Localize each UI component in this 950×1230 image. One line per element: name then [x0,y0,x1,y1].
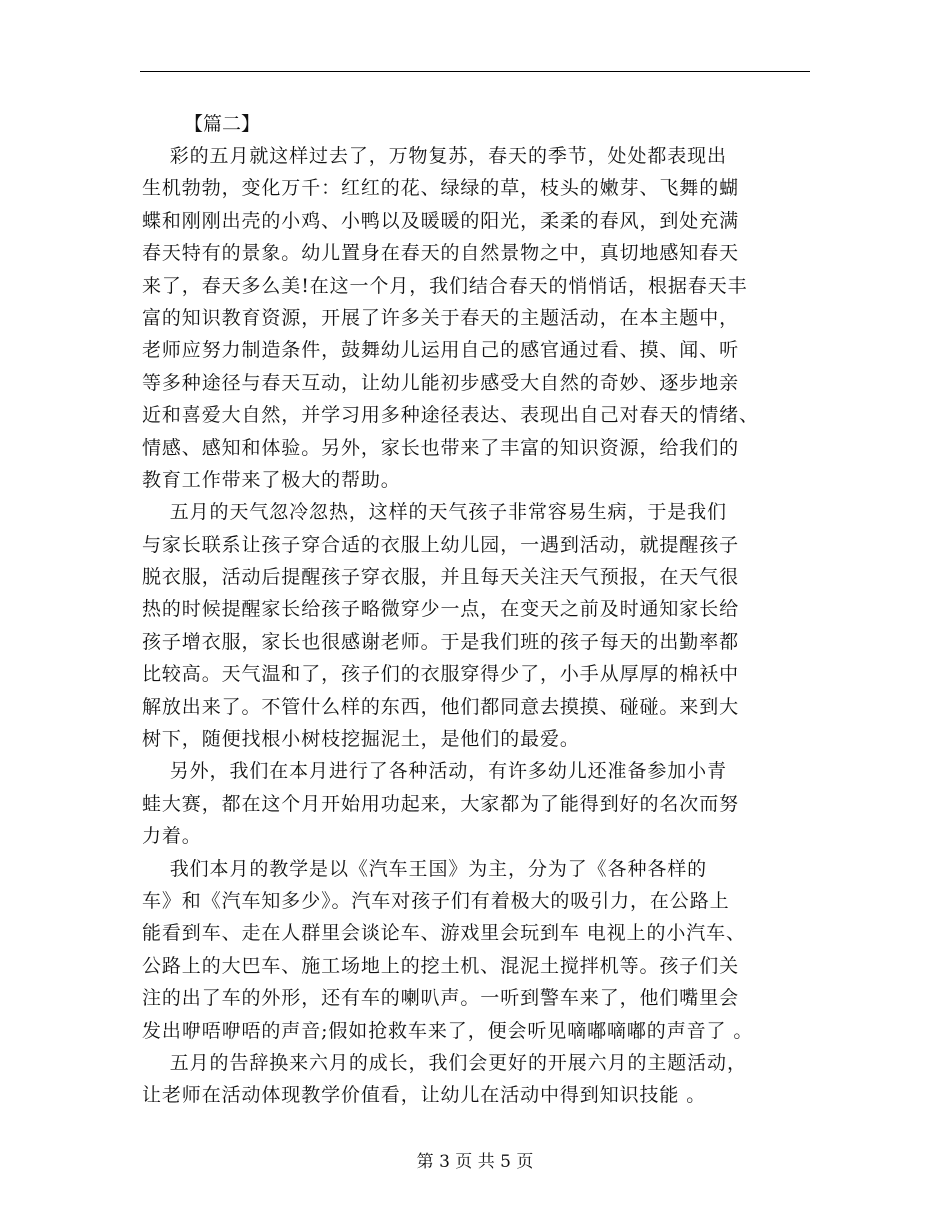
text-line: 生机勃勃，变化万千：红红的花、绿绿的草，枝头的嫩芽、飞舞的蝴 [142,177,740,200]
text-line: 注的出了车的外形，还有车的喇叭声。一听到警车来了，他们嘴里会 [142,987,740,1010]
paragraph [142,140,812,496]
text-line: 车》和《汽车知多少》。汽车对孩子们有着极大的吸引力，在公路上 [142,889,730,912]
text-line: 五月的告辞换来六月的成长，我们会更好的开展六月的主题活动， [142,1051,747,1074]
text-line: 让老师在活动体现教学价值看，让幼儿在活动中得到知识技能 。 [142,1084,707,1107]
paragraph [142,755,812,852]
text-line: 我们本月的教学是以《汽车王国》为主，分为了《各种各样的 [142,857,708,880]
text-line: 孩子增衣服，家长也很感谢老师。于是我们班的孩子每天的出勤率都 [142,630,740,653]
document-body [142,108,812,1112]
header-rule [140,71,810,72]
paragraph-list [142,140,812,1112]
text-line: 脱衣服，活动后提醒孩子穿衣服，并且每天关注天气预报，在天气很 [142,566,740,589]
text-line: 教育工作带来了极大的帮助。 [142,468,401,491]
paragraph [142,496,812,755]
text-line: 情感、感知和体验。另外，家长也带来了丰富的知识资源，给我们的 [142,436,740,459]
text-line: 春天特有的景象。幼儿置身在春天的自然景物之中，真切地感知春天 [142,242,740,265]
text-line: 解放出来了。不管什么样的东西，他们都同意去摸摸、碰碰。来到大 [142,695,740,718]
text-line: 能看到车、走在人群里会谈论车、游戏里会玩到车 电视上的小汽车、 [142,922,746,945]
section-heading: 【篇二】 [184,113,261,135]
page-footer: 第 3 页 共 5 页 [416,1152,534,1172]
text-line: 五月的天气忽冷忽热，这样的天气孩子非常容易生病，于是我们 [142,501,727,524]
text-line: 比较高。天气温和了，孩子们的衣服穿得少了，小手从厚厚的棉袄中 [142,663,740,686]
text-line: 热的时候提醒家长给孩子略微穿少一点，在变天之前及时通知家长给 [142,598,740,621]
text-line: 蛙大赛，都在这个月开始用功起来，大家都为了能得到好的名次而努 [142,792,740,815]
text-line: 来了，春天多么美!在这一个月，我们结合春天的悄悄话，根据春天丰 [142,274,748,297]
paragraph [142,853,812,1047]
text-line: 另外，我们在本月进行了各种活动，有许多幼儿还准备参加小青 [142,760,727,783]
text-line: 富的知识教育资源，开展了许多关于春天的主题活动，在本主题中， [142,306,740,329]
text-line: 公路上的大巴车、施工场地上的挖土机、混泥土搅拌机等。孩子们关 [142,954,740,977]
text-line: 与家长联系让孩子穿合适的衣服上幼儿园，一遇到活动，就提醒孩子 [142,533,740,556]
text-line: 彩的五月就这样过去了，万物复苏，春天的季节，处处都表现出 [142,145,727,167]
text-line: 发出咿唔咿唔的声音;假如抢救车来了，便会听见嘀嘟嘀嘟的声音了 。 [142,1019,754,1042]
text-line: 近和喜爱大自然，并学习用多种途径表达、表现出自己对春天的情绪、 [142,404,759,427]
text-line: 树下，随便找根小树枝挖掘泥土，是他们的最爱。 [142,728,580,751]
text-line: 等多种途径与春天互动，让幼儿能初步感受大自然的奇妙、逐步地亲 [142,371,740,394]
text-line: 老师应努力制造条件，鼓舞幼儿运用自己的感官通过看、摸、闻、听 [142,339,740,362]
text-line: 力着。 [142,825,202,848]
text-line: 蝶和刚刚出壳的小鸡、小鸭以及暖暖的阳光，柔柔的春风，到处充满 [142,209,740,232]
paragraph [142,1047,812,1112]
